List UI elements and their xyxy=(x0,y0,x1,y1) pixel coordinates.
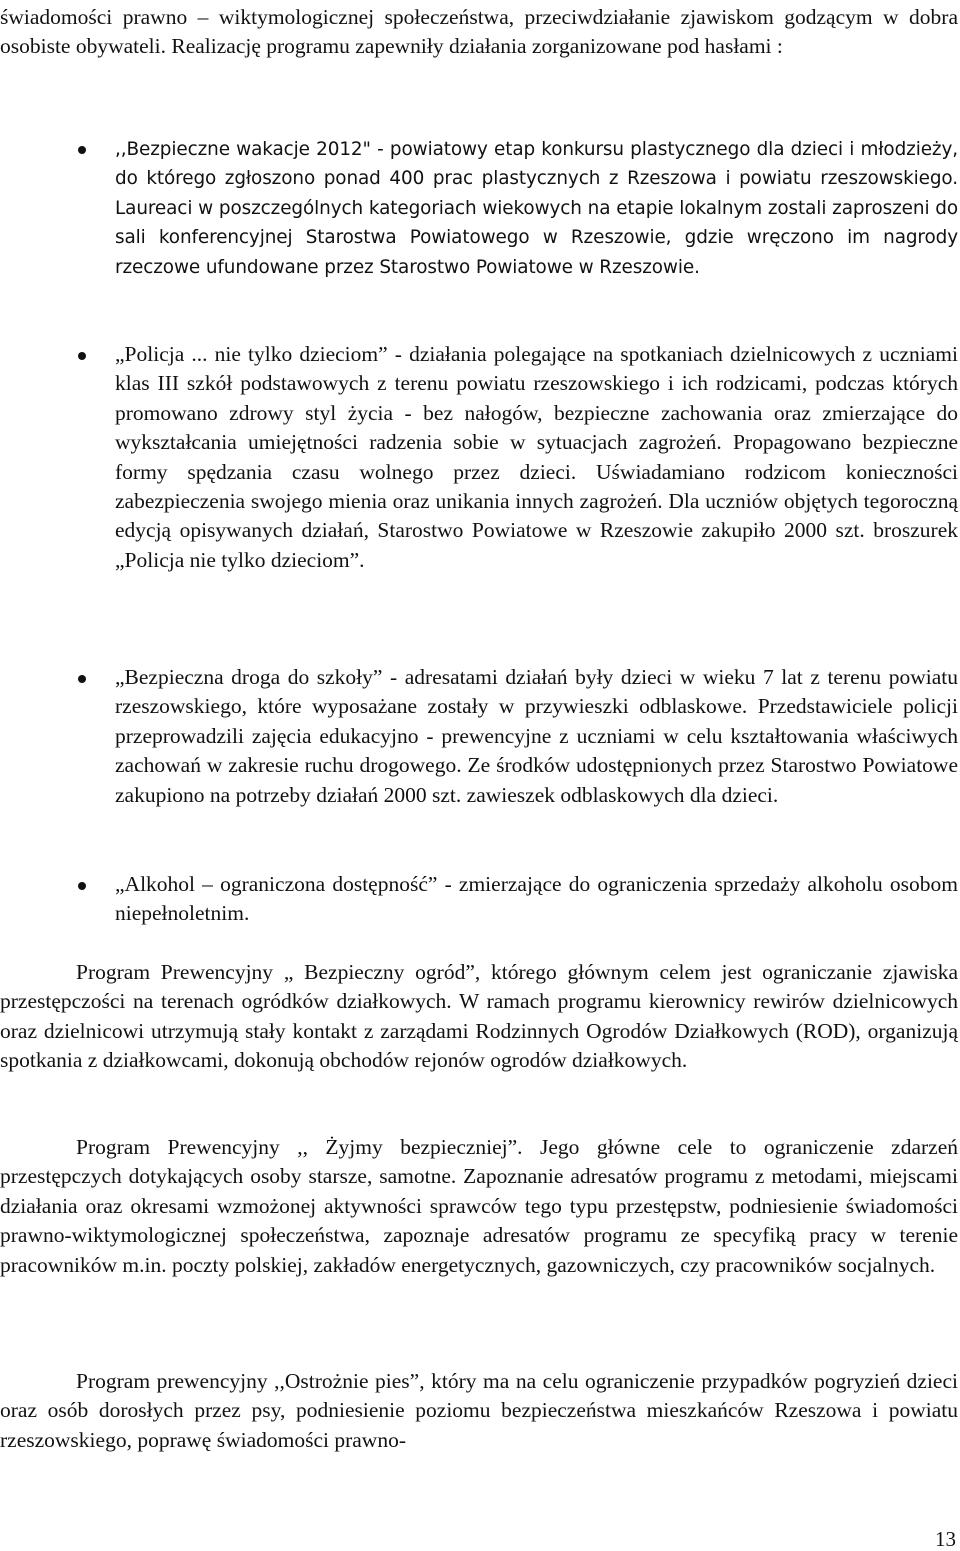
list-item-bezpieczna-droga: „Bezpieczna droga do szkoły” - adresatami działań były dzieci w wieku 7 lat z terenu powiatu rzeszowskiego, które wyposażane zostały w przywieszki odblaskowe. Przedstawiciele policji przeprowadzili zajęcia edukacyjno - prewencyjne z uczniami w celu kształtowania właściwych zachowań w zakresie ruchu drogowego. Ze środków udostępnionych przez Starostwo Powiatowe zakupiono na potrzeby działań 2000 szt. zawieszek odblaskowych dla dzieci. xyxy=(115,665,958,807)
page-number: 13 xyxy=(935,1527,956,1551)
paragraph-bezpieczny-ogrod: Program Prewencyjny „ Bezpieczny ogród”, którego głównym celem jest ograniczanie zjawiska przestępczości na terenach ogródków działkowych. W ramach programu kierownicy rewirów dzielnicowych oraz dzielnicowi utrzymują stały kontakt z zarządami Rodzinnych Ogrodów Działkowych (ROD), organizują spotkania z działkowcami, dokonują obchodów rejonów ogrodów działkowych. xyxy=(0,960,958,1073)
list-item-alkohol: „Alkohol – ograniczona dostępność” - zmierzające do ograniczenia sprzedaży alkoholu osobom niepełnoletnim. xyxy=(115,872,958,926)
paragraph-zyjmy-bezpieczniej: Program Prewencyjny ,, Żyjmy bezpieczniej”. Jego główne cele to ograniczenie zdarzeń przestępczych dotykających osoby starsze, samotne. Zapoznanie adresatów programu z metodami, miejscami działania oraz okresami wzmożonej aktywności sprawców tego typu przestępstw, podniesienie świadomości prawno-wiktymologicznej społeczeństwa, zapoznaje adresatów programu ze specyfiką pracy w terenie pracowników m.in. poczty polskiej, zakładów energetycznych, gazowniczych, czy pracowników socjalnych. xyxy=(0,1135,958,1277)
intro-paragraph: świadomości prawno – wiktymologicznej społeczeństwa, przeciwdziałanie zjawiskom godzącym w dobra osobiste obywateli. Realizację programu zapewniły działania zorganizowane pod hasłami : xyxy=(0,5,958,59)
list-item-policja: „Policja ... nie tylko dzieciom” - działania polegające na spotkaniach dzielnicowych z uczniami klas III szkół podstawowych z terenu powiatu rzeszowskiego i ich rodzicami, podczas których promowano zdrowy styl życia - bez nałogów, bezpieczne zachowania oraz zmierzające do wykształcania umiejętności radzenia sobie w sytuacjach zagrożeń. Propagowano bezpieczne formy spędzania czasu wolnego przez dzieci. Uświadamiano rodzicom konieczności zabezpieczenia swojego mienia oraz unikania innych zagrożeń. Dla uczniów objętych tegoroczną edycją opisywanych działań, Starostwo Powiatowe w Rzeszowie zakupiło 2000 szt. broszurek „Policja nie tylko dzieciom”. xyxy=(115,342,958,572)
bullet-icon xyxy=(78,675,86,683)
paragraph-ostroznie-pies: Program prewencyjny ,,Ostrożnie pies”, który ma na celu ograniczenie przypadków pogryzień dzieci oraz osób dorosłych przez psy, podniesienie poziomu bezpieczeństwa mieszkańców Rzeszowa i powiatu rzeszowskiego, poprawę świadomości prawno- xyxy=(0,1369,958,1452)
bullet-icon xyxy=(78,146,86,154)
bullet-icon xyxy=(78,882,86,890)
bullet-icon xyxy=(78,352,86,360)
list-item-bezpieczne-wakacje: ,,Bezpieczne wakacje 2012" - powiatowy etap konkursu plastycznego dla dzieci i młodzieży, do którego zgłoszono ponad 400 prac plastycznych z Rzeszowa i powiatu rzeszowskiego. Laureaci w poszczególnych kategoriach wiekowych na etapie lokalnym zostali zaproszeni do sali konferencyjnej Starostwa Powiatowego w Rzeszowie, gdzie wręczono im nagrody rzeczowe ufundowane przez Starostwo Powiatowe w Rzeszowie. xyxy=(115,139,958,278)
